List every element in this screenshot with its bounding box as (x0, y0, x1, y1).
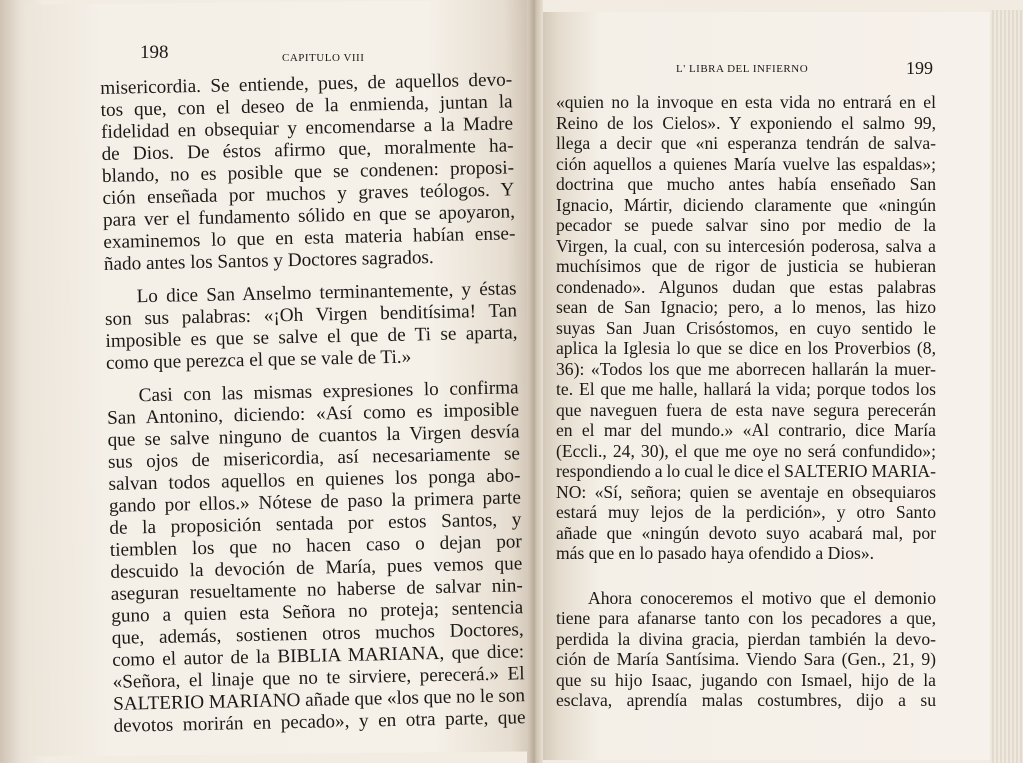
text-line: son sus palabras: «¡Oh Virgen benditísima! Tan (104, 300, 518, 330)
text-line: ción de María Santísima. Viendo Sara (Gen., 21, 9) (556, 649, 936, 669)
text-line: Ignacio, Mártir, diciendo claramente que «ningún (556, 194, 936, 215)
text-line: estará muy lejos de la perdición», y otro Santo (556, 502, 936, 522)
right-page-number: 199 (906, 58, 933, 78)
text-line: Virgen, la cual, con su intercesión poderosa, salva a (556, 235, 936, 256)
text-line: aseguran resueltamente no haberse de salvar nin- (110, 575, 523, 605)
text-line: en el mar del mundo.» «Al contrario, dice María (556, 420, 936, 440)
left-page-body (100, 69, 526, 737)
book-gutter (527, 0, 543, 763)
text-line: ción aquellos a quienes María vuelve las espaldas»; (556, 153, 936, 174)
text-line: de Dios. De éstos afirmo que, moralmente ha- (101, 135, 514, 165)
text-line: sean de San Ignacio; pero, a lo menos, las hizo (556, 297, 936, 317)
text-line: condenado». Algunos dudan que estas palabras (556, 276, 936, 297)
text-line: salvan todos aquellos en quienes los ponga abo- (108, 465, 521, 495)
text-line: tiene para afanarse tanto con los pecadores a que, (556, 608, 936, 628)
text-line: como que perezca el que se vale de Ti.» (105, 346, 412, 374)
text-line: muchísimos que de rigor de justicia se hubieran (556, 256, 936, 276)
text-line: suyas San Juan Crisóstomos, en cuyo sentido le (556, 317, 936, 338)
text-line: SALTERIO MARIANO añade que «los que no le son (112, 685, 526, 715)
text-line: que se salve ninguno de cuantos la Virgen desvía (107, 421, 520, 451)
text-line: Ahora conoceremos el motivo que el demonio (588, 587, 936, 608)
text-line: respondiendo a lo cual le dice el SALTERIO MARIA- (556, 461, 936, 481)
text-line: más que en lo pasado haya ofendido a Dios». (556, 543, 875, 563)
text-line: llega a decir que «ni esperanza tendrán de salva- (556, 133, 936, 153)
left-running-head: CAPITULO VIII (282, 52, 365, 64)
text-line: devotos morirán en pecado», y en otra parte, que (113, 707, 526, 737)
text-line: perdida la divina gracia, pierdan también la devo- (556, 628, 936, 649)
text-line: examinemos lo que en esta materia habían ense- (103, 223, 516, 253)
text-line: Casi con las mismas expresiones lo confirma (138, 377, 519, 407)
text-line: descuido la devoción de María, pues vemos que (110, 553, 523, 583)
text-line: sus ojos de misericordia, así necesariamente se (107, 443, 521, 473)
text-line: gando por ellos.» Nótese de paso la primera parte (108, 487, 522, 517)
text-line: esclava, aprendía malas costumbres, dijo a su (556, 690, 936, 710)
text-line: ñado antes los Santos y Doctores sagrados. (103, 247, 434, 275)
text-line: misericordia. Se entiende, pues, de aquellos devo- (100, 69, 513, 99)
left-page-number: 198 (140, 42, 169, 63)
text-line: que su hijo Isaac, jugando con Ismael, hijo de la (556, 669, 936, 690)
text-line: tos que, con el deseo de la enmienda, juntan la (100, 91, 513, 121)
text-line: Reino de los Cielos». Y exponiendo el salmo 99, (556, 112, 936, 133)
text-line: como el autor de la BIBLIA MARIANA, que dice: (111, 641, 525, 671)
text-line: (Eccli., 24, 30), el que me oye no será confundido»; (556, 440, 936, 461)
text-line: 36): «Todos los que me aborrecen hallarán la muer- (556, 358, 936, 379)
text-line: guno a quien esta Señora no proteja; sentencia (111, 597, 524, 627)
text-line: aplica la Iglesia lo que se dice en los Proverbios (8, (556, 338, 936, 358)
text-line: pecador se puede salvar sino por medio de la (556, 215, 936, 235)
text-line: Lo dice San Anselmo terminantemente, y éstas (136, 278, 517, 308)
text-line: imposible es que se salve el que de Ti se aparta, (105, 322, 518, 352)
page-edges (990, 10, 1023, 763)
text-line: añade que «ningún devoto suyo acabará mal, por (556, 522, 936, 543)
text-line: «quien no la invoque en esta vida no entrará en el (556, 92, 936, 112)
text-line: de la proposición sentada por estos Santos, y (109, 509, 522, 539)
text-line: NO: «Sí, señora; quien se aventaje en obsequiaros (556, 481, 936, 502)
right-page-body (556, 92, 936, 711)
text-line: doctrina que mucho antes había enseñado San (556, 174, 936, 194)
text-line: que naveguen fuera de esta nave segura perecerán (556, 399, 936, 420)
text-line: San Antonino, diciendo: «Así como es imposible (106, 399, 520, 429)
right-running-head: L' LIBRA DEL INFIERNO (676, 63, 809, 75)
text-line: para ver el fundamento sólido en que se apoyaron, (102, 201, 516, 231)
text-line: blando, no es posible que se condenen: proposi- (101, 157, 515, 187)
text-line: ción enseñada por muchos y graves teólogos. Y (102, 179, 515, 209)
text-line: «Señora, el linaje que no te sirviere, perecerá.» El (112, 663, 525, 693)
text-line: que, además, sostienen otros muchos Doctores, (111, 619, 524, 649)
text-line: te. El que me halle, hallará la vida; porque todos los (556, 379, 936, 399)
text-line: fidelidad en obsequiar y encomendarse a la Madre (100, 113, 514, 143)
text-line: tiemblen los que no hacen caso o dejan por (109, 531, 523, 561)
